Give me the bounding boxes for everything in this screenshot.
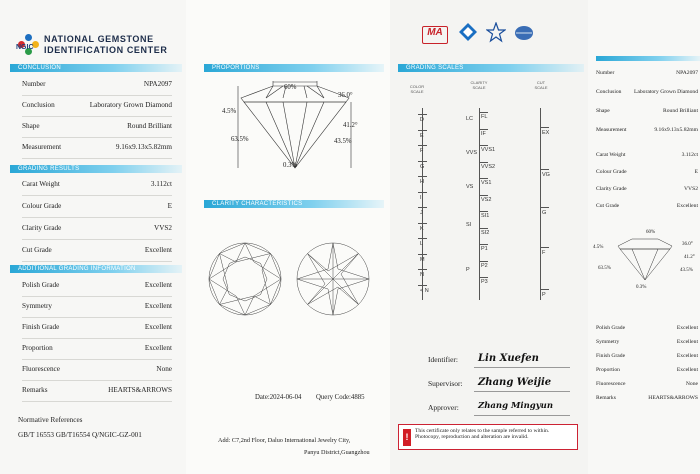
accreditation-star-icon bbox=[486, 22, 506, 44]
colour-scale-tick bbox=[418, 176, 427, 177]
colour-scale-tick bbox=[418, 145, 427, 146]
colour-grade-label: L bbox=[420, 241, 424, 247]
issue-date: Date:2024-06-04 bbox=[255, 394, 302, 401]
colour-scale-tick bbox=[418, 223, 427, 224]
card-label: Symmetry bbox=[596, 339, 620, 345]
card-row bbox=[596, 169, 698, 179]
colour-scale-tick bbox=[418, 285, 427, 286]
clarity-scale-tick bbox=[479, 211, 488, 212]
colour-grade-label: G bbox=[420, 163, 425, 170]
card-value: VVS2 bbox=[684, 186, 698, 192]
clarity-grade-label: VS2 bbox=[481, 196, 492, 203]
card-culet: 0.3% bbox=[636, 285, 647, 290]
certificate-warning bbox=[398, 424, 578, 450]
card-row bbox=[596, 367, 698, 377]
clarity-characteristics-header: CLARITY CHARACTERISTICS bbox=[204, 200, 384, 208]
clarity-scale-tick bbox=[479, 228, 488, 229]
colour-scale-tick bbox=[418, 161, 427, 162]
additional-value: HEARTS&ARROWS bbox=[108, 386, 172, 394]
additional-label: Fluorescence bbox=[22, 365, 60, 373]
grading-value: VVS2 bbox=[154, 224, 172, 232]
conclusion-label: Number bbox=[22, 80, 46, 88]
grading-label: Cut Grade bbox=[22, 246, 52, 254]
colour-scale-tick bbox=[418, 207, 427, 208]
crown-angle: 36.0° bbox=[338, 92, 353, 99]
card-value: Excellent bbox=[676, 353, 698, 359]
cma-text: MA bbox=[427, 27, 443, 38]
row-divider bbox=[22, 116, 172, 117]
cut-grade-label: P bbox=[542, 292, 546, 298]
report-panel-scales bbox=[390, 0, 588, 474]
signatory-role: Approver: bbox=[428, 403, 459, 412]
clarity-group-label: SI bbox=[466, 222, 472, 228]
grading-row bbox=[22, 202, 172, 212]
colour-grade-label: < N bbox=[420, 287, 429, 294]
cut-grade-label: F bbox=[542, 250, 546, 256]
colour-scale-tick bbox=[418, 238, 427, 239]
additional-row bbox=[22, 323, 172, 333]
card-crown-height: 4.5% bbox=[593, 245, 604, 250]
additional-value: None bbox=[156, 365, 172, 373]
clarity-grade-label: VVS2 bbox=[481, 163, 496, 170]
row-divider bbox=[22, 95, 172, 96]
cut-scale-tick bbox=[540, 207, 549, 208]
signature-line bbox=[474, 391, 570, 392]
cut-scale-axis bbox=[540, 108, 541, 300]
card-row bbox=[596, 381, 698, 391]
colour-scale-tick bbox=[418, 269, 427, 270]
card-label: Colour Grade bbox=[596, 169, 627, 175]
clarity-grade-label: SI1 bbox=[481, 213, 490, 219]
cma-mark bbox=[422, 26, 448, 44]
additional-row bbox=[22, 281, 172, 291]
clarity-grade-label: P3 bbox=[481, 279, 488, 285]
clarity-scale-tick bbox=[479, 261, 488, 262]
additional-value: Excellent bbox=[144, 281, 172, 289]
card-value: Excellent bbox=[676, 325, 698, 331]
conclusion-header: CONCLUSION bbox=[10, 64, 182, 72]
card-top-band bbox=[596, 56, 700, 61]
cut-grade-label: EX bbox=[542, 130, 550, 136]
proportions-header: PROPORTIONS bbox=[204, 64, 384, 72]
card-label: Shape bbox=[596, 108, 610, 114]
card-label: Remarks bbox=[596, 395, 616, 401]
colour-grade-label: F bbox=[420, 148, 424, 154]
colour-scale-tick bbox=[418, 130, 427, 131]
clarity-group-label: LC bbox=[466, 116, 474, 122]
cut-scale-title: CUT SCALE bbox=[534, 80, 548, 90]
clarity-scale-tick bbox=[479, 145, 488, 146]
clarity-scale-axis bbox=[479, 108, 480, 300]
row-divider bbox=[22, 137, 172, 138]
clarity-scale-tick bbox=[479, 129, 488, 130]
additional-label: Symmetry bbox=[22, 302, 52, 310]
card-value: HEARTS&ARROWS bbox=[648, 395, 698, 401]
card-value: Round Brilliant bbox=[663, 108, 698, 114]
card-value: NPA2097 bbox=[676, 70, 698, 76]
signatory-signature: Zhang Mingyun bbox=[478, 401, 554, 411]
clarity-grade-label: P1 bbox=[481, 246, 488, 252]
clarity-grade-label: IF bbox=[481, 130, 486, 137]
conclusion-row bbox=[22, 143, 172, 153]
row-divider bbox=[22, 261, 172, 262]
card-label: Finish Grade bbox=[596, 353, 626, 359]
row-divider bbox=[22, 217, 172, 218]
culet-size: 0.3% bbox=[283, 162, 298, 169]
card-total-depth: 63.5% bbox=[598, 266, 611, 271]
colour-scale-title: COLOR SCALE bbox=[409, 84, 425, 94]
clarity-grade-label: P2 bbox=[481, 262, 488, 269]
accreditation-diamond-icon bbox=[458, 22, 478, 44]
card-label: Number bbox=[596, 70, 615, 76]
row-divider bbox=[22, 317, 172, 318]
total-depth: 63.5% bbox=[231, 136, 249, 143]
conclusion-value: Round Brilliant bbox=[127, 122, 172, 130]
card-label: Conclusion bbox=[596, 89, 622, 95]
clarity-plot-crown bbox=[208, 242, 282, 316]
card-table-pct: 60% bbox=[646, 230, 656, 235]
accreditation-globe-icon bbox=[514, 22, 534, 44]
report-panel-summary bbox=[0, 0, 186, 474]
card-label: Polish Grade bbox=[596, 325, 626, 331]
additional-label: Polish Grade bbox=[22, 281, 60, 289]
row-divider bbox=[22, 338, 172, 339]
card-row bbox=[596, 70, 698, 80]
row-divider bbox=[22, 296, 172, 297]
normative-refs: GB/T 16553 GB/T16554 Q/NGIC-GZ-001 bbox=[18, 431, 142, 439]
additional-label: Proportion bbox=[22, 344, 53, 352]
cut-scale-tick bbox=[540, 289, 549, 290]
grading-value: E bbox=[167, 202, 172, 210]
signatory-role: Identifier: bbox=[428, 355, 458, 364]
additional-value: Excellent bbox=[144, 344, 172, 352]
conclusion-value: Laboratory Grown Diamond bbox=[89, 101, 172, 109]
colour-grade-label: D bbox=[420, 117, 424, 123]
signature-line bbox=[474, 367, 570, 368]
table-pct: 60% bbox=[284, 84, 297, 91]
colour-grade-label: J bbox=[420, 210, 423, 216]
signatory-signature: Lin Xuefen bbox=[478, 353, 539, 364]
card-value: Excellent bbox=[676, 367, 698, 373]
card-row bbox=[596, 203, 698, 213]
grading-value: 3.112ct bbox=[150, 180, 172, 188]
grading-results-header: GRADING RESULTS bbox=[10, 165, 182, 173]
clarity-group-label: P bbox=[466, 267, 470, 273]
card-label: Clarity Grade bbox=[596, 186, 627, 192]
additional-row bbox=[22, 344, 172, 354]
colour-grade-label: I bbox=[420, 194, 422, 201]
colour-scale-tick bbox=[418, 114, 427, 115]
card-value: Excellent bbox=[676, 203, 698, 209]
additional-row bbox=[22, 365, 172, 375]
conclusion-label: Measurement bbox=[22, 143, 62, 151]
card-label: Measurement bbox=[596, 127, 627, 133]
org-abbr: NGIC bbox=[16, 44, 34, 51]
card-row bbox=[596, 152, 698, 162]
card-proportion-diagram bbox=[610, 232, 680, 284]
clarity-scale-title: CLARITY SCALE bbox=[470, 80, 488, 90]
conclusion-value: NPA2097 bbox=[143, 80, 172, 88]
signature-line bbox=[474, 415, 570, 416]
card-pavilion-angle: 41.2° bbox=[684, 255, 695, 260]
additional-value: Excellent bbox=[144, 302, 172, 310]
card-value: Laboratory Grown Diamond bbox=[633, 89, 698, 95]
clarity-scale-tick bbox=[479, 195, 488, 196]
colour-grade-label: M bbox=[420, 256, 425, 263]
card-row bbox=[596, 89, 698, 99]
additional-label: Remarks bbox=[22, 386, 48, 394]
clarity-grade-label: VS1 bbox=[481, 180, 492, 186]
cut-scale-tick bbox=[540, 127, 549, 128]
grading-row bbox=[22, 224, 172, 234]
additional-label: Finish Grade bbox=[22, 323, 60, 331]
clarity-group-label: VS bbox=[466, 184, 474, 190]
cut-grade-label: VG bbox=[542, 172, 550, 178]
warning-text: This certificate only relates to the sample referred to within. Photocopy, reproduction and alteration are invalid. bbox=[415, 428, 550, 441]
card-row bbox=[596, 127, 698, 137]
card-value: 3.112ct bbox=[681, 152, 698, 158]
clarity-grade-label: VVS1 bbox=[481, 147, 496, 153]
clarity-scale-tick bbox=[479, 162, 488, 163]
row-divider bbox=[22, 359, 172, 360]
card-value: Excellent bbox=[676, 339, 698, 345]
clarity-group-label: VVS bbox=[466, 150, 478, 156]
signatory-signature: Zhang Weijie bbox=[478, 377, 552, 388]
conclusion-row bbox=[22, 101, 172, 111]
card-label: Proportion bbox=[596, 367, 620, 373]
report-panel-diagrams bbox=[186, 0, 390, 474]
card-value: 9.16x9.13x5.82mm bbox=[654, 127, 698, 133]
colour-grade-label: K bbox=[420, 225, 424, 232]
clarity-scale-tick bbox=[479, 277, 488, 278]
row-divider bbox=[22, 239, 172, 240]
cut-scale-tick bbox=[540, 247, 549, 248]
row-divider bbox=[22, 401, 172, 402]
exclamation-icon: ! bbox=[403, 429, 411, 446]
pavilion-depth: 43.5% bbox=[334, 138, 352, 145]
grading-label: Colour Grade bbox=[22, 202, 62, 210]
clarity-plot-pavilion bbox=[296, 242, 370, 316]
clarity-grade-label: FL bbox=[481, 114, 488, 120]
row-divider bbox=[22, 195, 172, 196]
grading-row bbox=[22, 180, 172, 190]
card-row bbox=[596, 186, 698, 196]
card-label: Fluorescence bbox=[596, 381, 626, 387]
card-value: None bbox=[685, 381, 698, 387]
grading-row bbox=[22, 246, 172, 256]
cut-grade-label: G bbox=[542, 210, 547, 216]
card-row bbox=[596, 108, 698, 118]
clarity-grade-label: SI2 bbox=[481, 229, 490, 236]
org-name-line1: NATIONAL GEMSTONE bbox=[44, 34, 154, 44]
colour-scale-tick bbox=[418, 254, 427, 255]
clarity-scale-tick bbox=[479, 178, 488, 179]
signatory-role: Supervisor: bbox=[428, 379, 463, 388]
card-pavilion-depth: 43.5% bbox=[680, 268, 693, 273]
ngic-logo bbox=[18, 34, 167, 56]
additional-grading-header: ADDITIONAL GRADING INFORMATION bbox=[10, 265, 182, 273]
card-row bbox=[596, 339, 698, 349]
conclusion-row bbox=[22, 122, 172, 132]
address-line2: Panyu District,Guangzhou bbox=[304, 449, 370, 456]
conclusion-label: Shape bbox=[22, 122, 40, 130]
card-label: Cut Grade bbox=[596, 203, 620, 209]
additional-row bbox=[22, 386, 172, 396]
row-divider bbox=[22, 158, 172, 159]
colour-grade-label: H bbox=[420, 179, 424, 185]
conclusion-value: 9.16x9.13x5.82mm bbox=[115, 143, 172, 151]
conclusion-row bbox=[22, 80, 172, 90]
pavilion-angle: 41.2° bbox=[343, 122, 358, 129]
clarity-scale-tick bbox=[479, 112, 488, 113]
additional-row bbox=[22, 302, 172, 312]
conclusion-label: Conclusion bbox=[22, 101, 55, 109]
colour-grade-label: E bbox=[420, 132, 424, 139]
grading-label: Carat Weight bbox=[22, 180, 60, 188]
query-code: Query Code:4885 bbox=[316, 394, 365, 401]
org-name-line2: IDENTIFICATION CENTER bbox=[44, 45, 168, 55]
crown-height: 4.5% bbox=[222, 108, 237, 115]
address-line1: Add: C7,2nd Floor, Daluo International Jewelry City, bbox=[218, 437, 351, 444]
colour-grade-label: N bbox=[420, 272, 424, 278]
card-crown-angle: 36.0° bbox=[682, 242, 693, 247]
card-row bbox=[596, 395, 698, 405]
card-label: Carat Weight bbox=[596, 152, 626, 158]
card-value: E bbox=[694, 169, 698, 175]
normative-title: Normative References bbox=[18, 416, 83, 424]
grading-label: Clarity Grade bbox=[22, 224, 62, 232]
row-divider bbox=[22, 380, 172, 381]
report-panel-card bbox=[588, 0, 700, 474]
card-row bbox=[596, 325, 698, 335]
cut-scale-tick bbox=[540, 169, 549, 170]
clarity-scale-tick bbox=[479, 244, 488, 245]
additional-value: Excellent bbox=[144, 323, 172, 331]
grading-value: Excellent bbox=[144, 246, 172, 254]
colour-scale-tick bbox=[418, 192, 427, 193]
grading-scales-header: GRADING SCALES bbox=[398, 64, 584, 72]
card-row bbox=[596, 353, 698, 363]
